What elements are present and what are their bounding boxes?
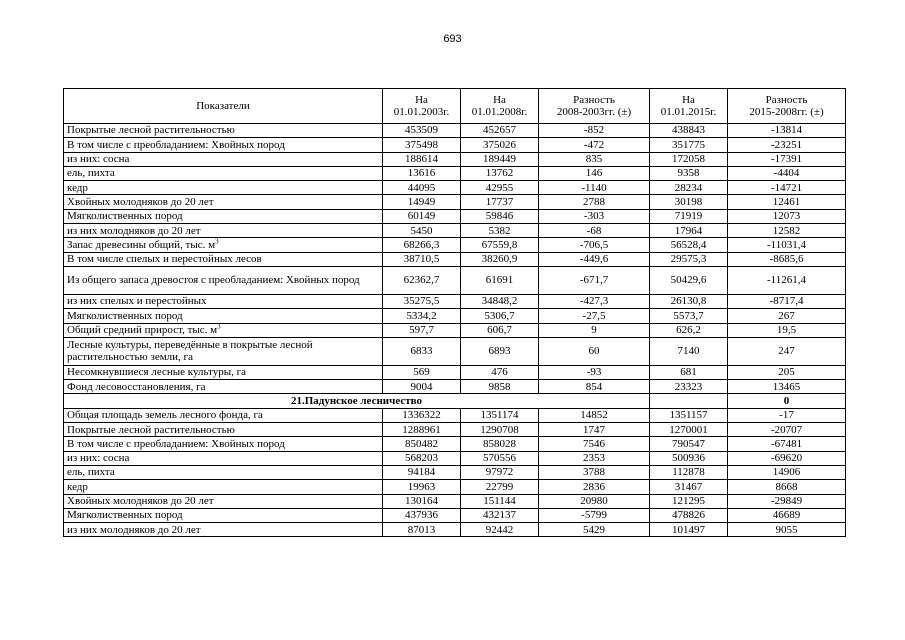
row-value: -68 bbox=[539, 224, 650, 238]
row-label: Несомкнувшиеся лесные культуры, га bbox=[64, 365, 383, 379]
row-label: из них: сосна bbox=[64, 152, 383, 166]
row-value: 12073 bbox=[728, 209, 846, 223]
table-row bbox=[64, 494, 846, 508]
row-value: 62362,7 bbox=[383, 266, 461, 294]
row-value: 5306,7 bbox=[461, 309, 539, 323]
row-value: 14949 bbox=[383, 195, 461, 209]
row-value: 790547 bbox=[650, 437, 728, 451]
row-value: 6893 bbox=[461, 337, 539, 365]
row-value: 189449 bbox=[461, 152, 539, 166]
table-header-row bbox=[64, 89, 846, 124]
table-row bbox=[64, 508, 846, 522]
row-value: -4404 bbox=[728, 166, 846, 180]
row-value: 38260,9 bbox=[461, 252, 539, 266]
row-value: 9004 bbox=[383, 380, 461, 394]
row-value: 130164 bbox=[383, 494, 461, 508]
row-label: Покрытые лесной растительностью bbox=[64, 423, 383, 437]
row-value: 94184 bbox=[383, 465, 461, 479]
row-label: Хвойных молодняков до 20 лет bbox=[64, 195, 383, 209]
row-value: 7546 bbox=[539, 437, 650, 451]
row-value: 13762 bbox=[461, 166, 539, 180]
row-value: 17737 bbox=[461, 195, 539, 209]
row-label: Мягколиственных пород bbox=[64, 508, 383, 522]
section-empty-cell bbox=[650, 394, 728, 408]
row-value: 9055 bbox=[728, 523, 846, 537]
table-row bbox=[64, 124, 846, 138]
row-label: из них молодняков до 20 лет bbox=[64, 523, 383, 537]
row-value: 13616 bbox=[383, 166, 461, 180]
row-label: В том числе спелых и перестойных лесов bbox=[64, 252, 383, 266]
row-value: -93 bbox=[539, 365, 650, 379]
row-value: 22799 bbox=[461, 480, 539, 494]
row-value: 478826 bbox=[650, 508, 728, 522]
row-value: 9858 bbox=[461, 380, 539, 394]
row-value: -449,6 bbox=[539, 252, 650, 266]
header-indicator: Показатели bbox=[64, 89, 383, 124]
section-header bbox=[64, 394, 846, 408]
row-value: -17 bbox=[728, 408, 846, 422]
row-value: -29849 bbox=[728, 494, 846, 508]
row-value: -1140 bbox=[539, 181, 650, 195]
row-value: 351775 bbox=[650, 138, 728, 152]
row-value: 247 bbox=[728, 337, 846, 365]
page-number: 693 bbox=[443, 33, 462, 45]
row-label: ель, пихта bbox=[64, 465, 383, 479]
table-body-b bbox=[64, 408, 846, 537]
row-value: -706,5 bbox=[539, 238, 650, 252]
row-value: 68266,3 bbox=[383, 238, 461, 252]
row-value: 1290708 bbox=[461, 423, 539, 437]
row-value: 597,7 bbox=[383, 323, 461, 337]
row-value: 31467 bbox=[650, 480, 728, 494]
table-row bbox=[64, 238, 846, 252]
row-value: -427,3 bbox=[539, 294, 650, 308]
section-value: 0 bbox=[728, 394, 846, 408]
table-row bbox=[64, 224, 846, 238]
row-value: 1351174 bbox=[461, 408, 539, 422]
row-label: Лесные культуры, переведённые в покрытые лесной растительностью земли, га bbox=[64, 337, 383, 365]
table-row bbox=[64, 252, 846, 266]
row-value: 60149 bbox=[383, 209, 461, 223]
row-label: Мягколиственных пород bbox=[64, 309, 383, 323]
row-value: 1270001 bbox=[650, 423, 728, 437]
row-label: Фонд лесовосстановления, га bbox=[64, 380, 383, 394]
row-value: 146 bbox=[539, 166, 650, 180]
table-row bbox=[64, 195, 846, 209]
table-row bbox=[64, 465, 846, 479]
row-value: 14852 bbox=[539, 408, 650, 422]
statistics-table bbox=[63, 88, 846, 537]
row-value: 6833 bbox=[383, 337, 461, 365]
row-value: 375026 bbox=[461, 138, 539, 152]
table-row bbox=[64, 480, 846, 494]
row-value: 2353 bbox=[539, 451, 650, 465]
section-row bbox=[64, 394, 846, 408]
table-row bbox=[64, 437, 846, 451]
row-value: 1336322 bbox=[383, 408, 461, 422]
row-value: 5573,7 bbox=[650, 309, 728, 323]
row-value: -20707 bbox=[728, 423, 846, 437]
row-value: -852 bbox=[539, 124, 650, 138]
table-row bbox=[64, 166, 846, 180]
row-value: 432137 bbox=[461, 508, 539, 522]
row-value: 61691 bbox=[461, 266, 539, 294]
row-value: 5334,2 bbox=[383, 309, 461, 323]
row-value: 1747 bbox=[539, 423, 650, 437]
table-row bbox=[64, 266, 846, 294]
row-value: 20980 bbox=[539, 494, 650, 508]
row-value: 92442 bbox=[461, 523, 539, 537]
row-label: В том числе с преобладанием: Хвойных пород bbox=[64, 437, 383, 451]
row-value: -11261,4 bbox=[728, 266, 846, 294]
row-value: 12582 bbox=[728, 224, 846, 238]
row-value: 71919 bbox=[650, 209, 728, 223]
table-row bbox=[64, 309, 846, 323]
row-label: из них: сосна bbox=[64, 451, 383, 465]
row-value: 101497 bbox=[650, 523, 728, 537]
row-value: 35275,5 bbox=[383, 294, 461, 308]
table-row bbox=[64, 523, 846, 537]
table-row bbox=[64, 152, 846, 166]
table-row bbox=[64, 209, 846, 223]
table-row bbox=[64, 380, 846, 394]
row-value: -8717,4 bbox=[728, 294, 846, 308]
row-label: Из общего запаса древостоя с преобладанием: Хвойных пород bbox=[64, 266, 383, 294]
row-value: 2836 bbox=[539, 480, 650, 494]
row-value: 28234 bbox=[650, 181, 728, 195]
row-value: 50429,6 bbox=[650, 266, 728, 294]
row-value: 606,7 bbox=[461, 323, 539, 337]
table-row bbox=[64, 138, 846, 152]
row-value: 626,2 bbox=[650, 323, 728, 337]
row-value: 56528,4 bbox=[650, 238, 728, 252]
row-value: -27,5 bbox=[539, 309, 650, 323]
table-body-a bbox=[64, 124, 846, 394]
row-value: 5450 bbox=[383, 224, 461, 238]
row-value: 87013 bbox=[383, 523, 461, 537]
row-value: 26130,8 bbox=[650, 294, 728, 308]
row-value: 835 bbox=[539, 152, 650, 166]
row-value: 453509 bbox=[383, 124, 461, 138]
header-2015: На 01.01.2015г. bbox=[650, 89, 728, 124]
section-title: 21.Падунское лесничество bbox=[64, 394, 650, 408]
row-value: 19963 bbox=[383, 480, 461, 494]
row-value: 570556 bbox=[461, 451, 539, 465]
row-label: Покрытые лесной растительностью bbox=[64, 124, 383, 138]
row-value: 568203 bbox=[383, 451, 461, 465]
row-value: 854 bbox=[539, 380, 650, 394]
row-value: -11031,4 bbox=[728, 238, 846, 252]
row-value: 19,5 bbox=[728, 323, 846, 337]
row-value: 476 bbox=[461, 365, 539, 379]
row-value: 38710,5 bbox=[383, 252, 461, 266]
row-label: ель, пихта bbox=[64, 166, 383, 180]
row-value: 17964 bbox=[650, 224, 728, 238]
row-value: -23251 bbox=[728, 138, 846, 152]
row-value: -17391 bbox=[728, 152, 846, 166]
row-value: 569 bbox=[383, 365, 461, 379]
header-2008: На 01.01.2008г. bbox=[461, 89, 539, 124]
table-row bbox=[64, 294, 846, 308]
row-label: Запас древесины общий, тыс. $м^3$ bbox=[64, 238, 383, 252]
row-value: 59846 bbox=[461, 209, 539, 223]
row-value: 112878 bbox=[650, 465, 728, 479]
row-label: В том числе с преобладанием: Хвойных пород bbox=[64, 138, 383, 152]
row-value: 121295 bbox=[650, 494, 728, 508]
table-row bbox=[64, 451, 846, 465]
table-row bbox=[64, 323, 846, 337]
row-value: -8685,6 bbox=[728, 252, 846, 266]
table-row bbox=[64, 423, 846, 437]
table-row bbox=[64, 365, 846, 379]
row-label: из них спелых и перестойных bbox=[64, 294, 383, 308]
header-diff-2008-2003: Разность 2008-2003гг. (±) bbox=[539, 89, 650, 124]
row-label: Общая площадь земель лесного фонда, га bbox=[64, 408, 383, 422]
row-value: 42955 bbox=[461, 181, 539, 195]
header-diff-2015-2008: Разность 2015-2008гг. (±) bbox=[728, 89, 846, 124]
row-value: 850482 bbox=[383, 437, 461, 451]
row-value: 23323 bbox=[650, 380, 728, 394]
row-value: 13465 bbox=[728, 380, 846, 394]
row-value: -13814 bbox=[728, 124, 846, 138]
row-value: 681 bbox=[650, 365, 728, 379]
row-value: 5429 bbox=[539, 523, 650, 537]
row-value: 437936 bbox=[383, 508, 461, 522]
row-value: 438843 bbox=[650, 124, 728, 138]
row-value: -472 bbox=[539, 138, 650, 152]
row-value: -69620 bbox=[728, 451, 846, 465]
row-value: 67559,8 bbox=[461, 238, 539, 252]
row-value: -5799 bbox=[539, 508, 650, 522]
row-label: из них молодняков до 20 лет bbox=[64, 224, 383, 238]
row-value: 9358 bbox=[650, 166, 728, 180]
row-value: -67481 bbox=[728, 437, 846, 451]
row-value: 44095 bbox=[383, 181, 461, 195]
row-value: 1351157 bbox=[650, 408, 728, 422]
table-row bbox=[64, 408, 846, 422]
table-row bbox=[64, 337, 846, 365]
row-value: 858028 bbox=[461, 437, 539, 451]
row-value: 12461 bbox=[728, 195, 846, 209]
table-row bbox=[64, 181, 846, 195]
row-label: Хвойных молодняков до 20 лет bbox=[64, 494, 383, 508]
row-value: 97972 bbox=[461, 465, 539, 479]
row-value: 9 bbox=[539, 323, 650, 337]
row-value: -14721 bbox=[728, 181, 846, 195]
row-value: 2788 bbox=[539, 195, 650, 209]
row-value: 14906 bbox=[728, 465, 846, 479]
row-value: 1288961 bbox=[383, 423, 461, 437]
row-value: 29575,3 bbox=[650, 252, 728, 266]
row-value: 151144 bbox=[461, 494, 539, 508]
row-label: Общий средний прирост, тыс. $м^3$ bbox=[64, 323, 383, 337]
row-value: 3788 bbox=[539, 465, 650, 479]
row-value: 452657 bbox=[461, 124, 539, 138]
row-value: 8668 bbox=[728, 480, 846, 494]
row-value: 172058 bbox=[650, 152, 728, 166]
row-value: -303 bbox=[539, 209, 650, 223]
row-value: 205 bbox=[728, 365, 846, 379]
row-value: 267 bbox=[728, 309, 846, 323]
row-value: 46689 bbox=[728, 508, 846, 522]
row-value: 34848,2 bbox=[461, 294, 539, 308]
row-value: -671,7 bbox=[539, 266, 650, 294]
header-2003: На 01.01.2003г. bbox=[383, 89, 461, 124]
row-label: Мягколиственных пород bbox=[64, 209, 383, 223]
row-value: 7140 bbox=[650, 337, 728, 365]
row-value: 500936 bbox=[650, 451, 728, 465]
row-label: кедр bbox=[64, 480, 383, 494]
row-value: 375498 bbox=[383, 138, 461, 152]
row-label: кедр bbox=[64, 181, 383, 195]
row-value: 60 bbox=[539, 337, 650, 365]
row-value: 188614 bbox=[383, 152, 461, 166]
row-value: 5382 bbox=[461, 224, 539, 238]
row-value: 30198 bbox=[650, 195, 728, 209]
